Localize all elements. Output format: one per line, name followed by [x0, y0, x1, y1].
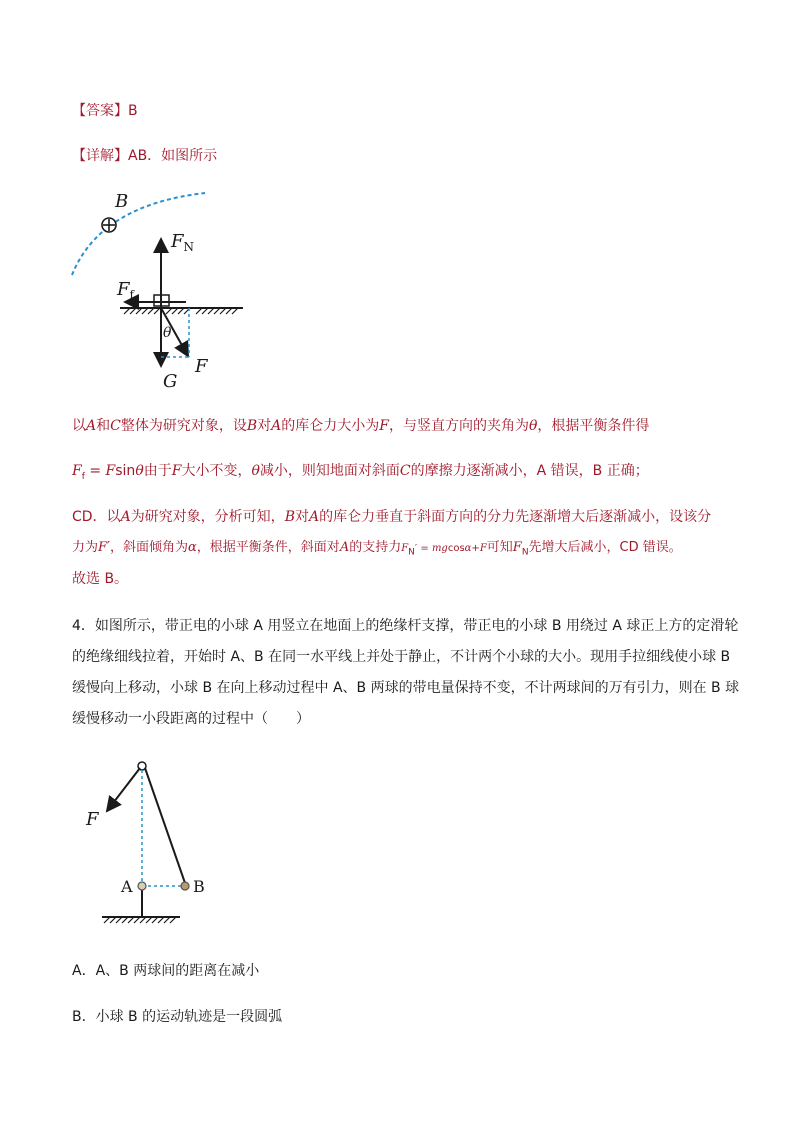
label-g: G [163, 371, 178, 392]
answer-value: B [128, 103, 138, 119]
label-b: B [115, 191, 129, 212]
force-diagram [60, 185, 260, 395]
string-to-b [145, 768, 185, 883]
label-f: F [195, 356, 208, 377]
detail-bracket: 【详解】 [72, 148, 128, 164]
explanation-line-5: 故选 B。 [72, 571, 129, 587]
ball-a [138, 882, 146, 890]
answer-bracket: 【答案】 [72, 103, 128, 119]
explanation-line-3: CD．以A为研究对象，分析可知，B对A的库仑力垂直于斜面方向的分力先逐渐增大后逐渐减小，设该分 [72, 509, 712, 525]
label-b2: B [193, 877, 205, 896]
question-line-1: 4．如图所示，带正电的小球 A 用竖立在地面上的绝缘杆支撑，带正电的小球 B 用绕过 A 球正上方的定滑轮 [72, 618, 739, 634]
option-b: B．小球 B 的运动轨迹是一段圆弧 [72, 1009, 283, 1025]
label-f2: F [86, 809, 99, 830]
explanation-line-1: 以A和C整体为研究对象，设B对A的库仑力大小为F，与竖直方向的夹角为θ，根据平衡条件得 [72, 418, 650, 434]
explanation-line-2: $F_f = Fsin\theta$由于F大小不变，θ减小，则知地面对斜面C的摩擦力逐渐减小，A 错误，B 正确； [72, 463, 649, 482]
option-a: A．A、B 两球间的距离在减小 [72, 963, 260, 979]
f-pull-arrow [107, 768, 140, 811]
charge-b-icon [102, 218, 116, 232]
question-line-3: 缓慢向上移动，小球 B 在向上移动过程中 A、B 两球的带电量保持不变，不计两球间的万有引力，则在 B 球 [72, 680, 740, 696]
label-a: A [121, 877, 133, 896]
label-ff: $F_f$ [117, 279, 134, 302]
detail-line [72, 146, 217, 166]
detail-intro: AB．如图所示 [128, 148, 218, 164]
question-line-4: 缓慢移动一小段距离的过程中（ ） [72, 711, 310, 727]
question-line-2: 的绝缘细线拉着，开始时 A、B 在同一水平线上并处于静止，不计两个小球的大小。现用手拉细线使小球 B [72, 649, 731, 665]
label-theta: θ [163, 325, 172, 341]
arc-path [72, 193, 205, 275]
ball-b [181, 882, 189, 890]
explanation-line-4: 力为F′，斜面倾角为α，根据平衡条件，斜面对A的支持力$F_N' = mgcos\alpha+F$可知$F_N$先增大后减小，CD 错误。 [72, 540, 682, 558]
label-fn: $F_N$ [171, 231, 194, 254]
pulley-diagram [80, 755, 230, 930]
answer-line [72, 101, 138, 121]
